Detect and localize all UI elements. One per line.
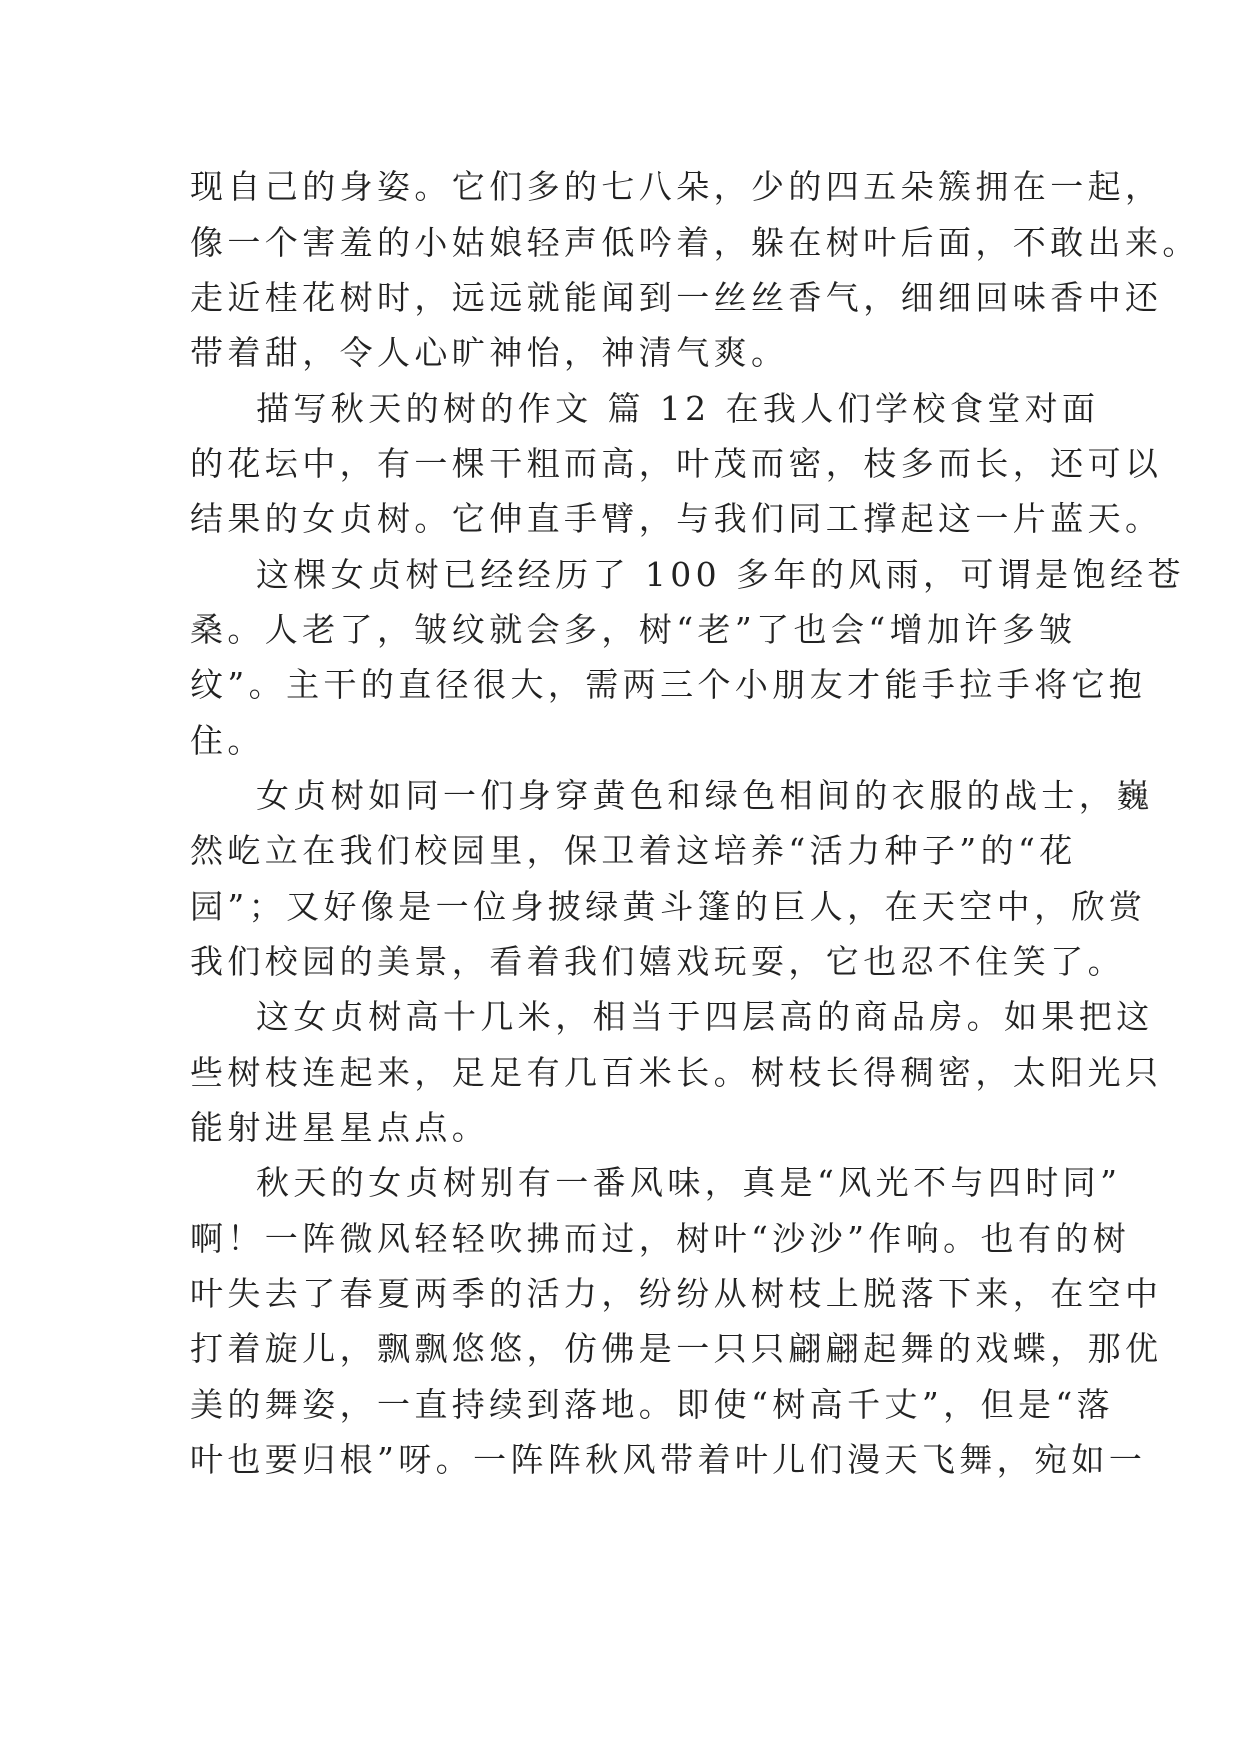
paragraph-first-line: 这女贞树高十几米，相当于四层高的商品房。如果把这 [256, 997, 1154, 1036]
text-line: 现自己的身姿。它们多的七八朵，少的四五朵簇拥在一起， [190, 167, 1163, 206]
paragraph-first-line: 女贞树如同一们身穿黄色和绿色相间的衣服的战士，巍 [256, 776, 1154, 815]
text-line: 然屹立在我们校园里，保卫着这培养“活力种子”的“花 [190, 831, 1077, 870]
text-line: 的花坛中，有一棵干粗而高，叶茂而密，枝多而长，还可以 [190, 444, 1163, 483]
text-line: 园”；又好像是一位身披绿黄斗篷的巨人，在天空中，欣赏 [190, 887, 1147, 926]
text-line: 能射进星星点点。 [190, 1108, 490, 1147]
text-line: 啊！一阵微风轻轻吹拂而过，树叶“沙沙”作响。也有的树 [190, 1219, 1131, 1258]
text-line: 住。 [190, 721, 265, 760]
text-line: 像一个害羞的小姑娘轻声低吟着，躲在树叶后面，不敢出来。 [190, 223, 1200, 262]
text-line: 我们校园的美景，看着我们嬉戏玩耍，它也忍不住笑了。 [190, 942, 1125, 981]
text-line: 叶失去了春夏两季的活力，纷纷从树枝上脱落下来，在空中 [190, 1274, 1163, 1313]
text-line: 走近桂花树时，远远就能闻到一丝丝香气，细细回味香中还 [190, 278, 1163, 317]
text-line: 桑。人老了，皱纹就会多，树“老”了也会“增加许多皱 [190, 610, 1077, 649]
text-line: 打着旋儿，飘飘悠悠，仿佛是一只只翩翩起舞的戏蝶，那优 [190, 1329, 1163, 1368]
paragraph-first-line: 秋天的女贞树别有一番风味，真是“风光不与四时同” [256, 1163, 1122, 1202]
text-line: 纹”。主干的直径很大，需两三个小朋友才能手拉手将它抱 [190, 665, 1147, 704]
text-line: 结果的女贞树。它伸直手臂，与我们同工撑起这一片蓝天。 [190, 499, 1163, 538]
text-line: 些树枝连起来，足足有几百米长。树枝长得稠密，太阳光只 [190, 1053, 1163, 1092]
text-line: 叶也要归根”呀。一阵阵秋风带着叶儿们漫天飞舞，宛如一 [190, 1440, 1147, 1479]
paragraph-first-line: 这棵女贞树已经经历了 100 多年的风雨，可谓是饱经苍 [256, 555, 1185, 594]
text-line: 美的舞姿，一直持续到落地。即使“树高千丈”，但是“落 [190, 1385, 1115, 1424]
essay-heading-line: 描写秋天的树的作文 篇 12 在我人们学校食堂对面 [256, 389, 1100, 428]
text-line: 带着甜，令人心旷神怡，神清气爽。 [190, 333, 789, 372]
